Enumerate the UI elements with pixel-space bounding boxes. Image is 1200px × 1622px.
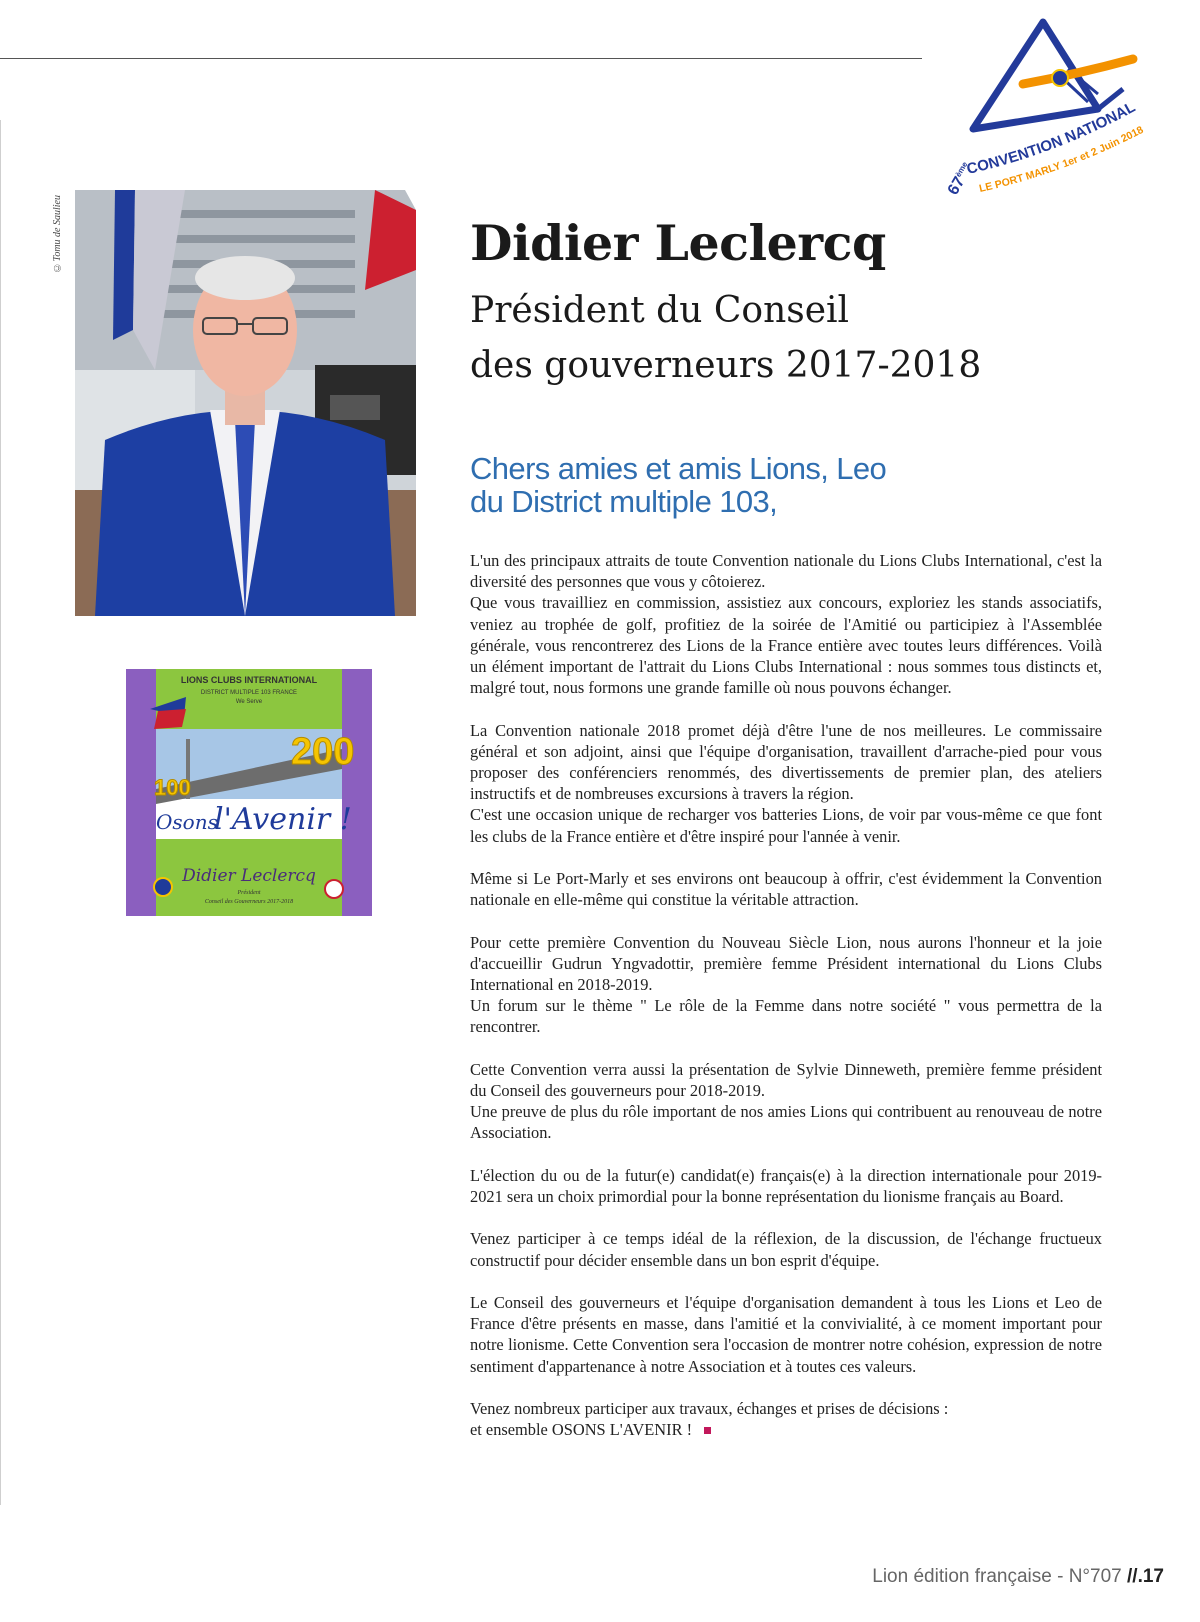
- paragraph-5b: Une preuve de plus du rôle important de nos amies Lions qui contribuent au renouveau de notre Association.: [470, 1102, 1102, 1143]
- greeting-line-2: du District multiple 103,: [470, 484, 778, 519]
- poster-badge-100: 100: [154, 775, 191, 800]
- president-role: [470, 283, 981, 393]
- logo-edition-number: 67ème: [948, 160, 970, 198]
- poster-slogan-2: l'Avenir !: [214, 802, 352, 837]
- paragraph-3: Même si Le Port-Marly et ses environs ont beaucoup à offrir, c'est évidemment la Convention nationale en elle-même qui constitue la véritable attraction.: [470, 869, 1102, 910]
- paragraph-4a: Pour cette première Convention du Nouveau Siècle Lion, nous aurons l'honneur et la joie d'accueillir Gudrun Yngvadottir, première femme Président international du Lions Clubs International en 2018-2019.: [470, 932, 1102, 995]
- paragraph-5: [470, 1059, 1102, 1144]
- role-line-1: Président du Conseil: [470, 290, 850, 331]
- poster-role-2: Conseil des Gouverneurs 2017-2018: [204, 899, 294, 905]
- paragraph-7: Venez participer à ce temps idéal de la réflexion, de la discussion, de l'échange fructueux constructif pour décider ensemble dans un bon esprit d'équipe.: [470, 1229, 1102, 1270]
- left-margin-rule: [0, 120, 1, 1505]
- paragraph-4b: Un forum sur le thème " Le rôle de la Femme dans notre société " vous permettra de la rencontrer.: [470, 996, 1102, 1037]
- logo-location-date: LE PORT MARLY 1er et 2 Juin 2018: [978, 123, 1146, 195]
- page-number: .17: [1137, 1566, 1164, 1587]
- role-line-2: des gouverneurs 2017-2018: [470, 345, 982, 386]
- paragraph-1b: Que vous travailliez en commission, assistiez aux concours, exploriez les stands associatifs, veniez au trophée de golf, profitiez de la soirée de l'Amitié ou participiez à l'Assemblée générale, vous rencontrerez des Lions de la France entière avec toutes leurs différences. Voilà un élément important de l'attrait du Lions Clubs International : nous sommes tous distincts et, malgré tout, nous formons une grande famille où nous pouvons échanger.: [470, 593, 1102, 698]
- photo-credit: ©Tomu de Saulieu: [52, 195, 63, 273]
- paragraph-9a: Venez nombreux participer aux travaux, échanges et prises de décisions :: [470, 1399, 949, 1418]
- paragraph-2b: C'est une occasion unique de recharger vos batteries Lions, de voir par vous-même ce que font les clubs de la France entière et d'être inspiré pour l'année à venir.: [470, 805, 1102, 846]
- greeting-heading: [470, 452, 886, 518]
- paragraph-6: L'élection du ou de la futur(e) candidat(e) français(e) à la direction internationale pour 2019-2021 sera un choix primordial pour la bonne représentation du lionisme français au Board.: [470, 1165, 1102, 1207]
- poster-header-3: We Serve: [235, 699, 263, 705]
- top-rule: [0, 58, 922, 59]
- paragraph-1: [470, 550, 1102, 698]
- article-body: [470, 550, 1102, 1462]
- poster-badge-200: 200: [291, 731, 355, 773]
- paragraph-4: [470, 932, 1102, 1038]
- poster-role-1: Président: [237, 890, 261, 896]
- paragraph-2: [470, 720, 1102, 847]
- paragraph-9: [470, 1398, 1102, 1440]
- paragraph-8: Le Conseil des gouverneurs et l'équipe d'organisation demandent à tous les Lions et Leo de France d'être présents en masse, dans l'amitié et la convivialité, à ce moment important pour notre lionisme. Cette Convention sera l'occasion de montrer notre cohésion, expression de notre sentiment d'appartenance à notre Association et à toutes ces valeurs.: [470, 1293, 1102, 1376]
- svg-text:CONVENTION NATIONALE: [948, 14, 1138, 178]
- paragraph-1a: L'un des principaux attraits de toute Convention nationale du Lions Clubs International, c'est la diversité des personnes que vous y côtoierez.: [470, 551, 1102, 592]
- paragraph-9b: et ensemble OSONS L'AVENIR !: [470, 1420, 693, 1440]
- end-mark: [704, 1427, 711, 1434]
- page-footer: [872, 1566, 1164, 1588]
- poster-name: Didier Leclercq: [182, 866, 316, 886]
- footer-separator: //: [1127, 1566, 1138, 1587]
- publication-name: Lion édition française - N°707: [872, 1566, 1122, 1587]
- poster-header-1: LIONS CLUBS INTERNATIONAL: [180, 675, 318, 685]
- greeting-line-1: Chers amies et amis Lions, Leo: [470, 451, 887, 486]
- president-name: Didier Leclercq: [470, 214, 886, 272]
- portrait-photo: [75, 190, 416, 616]
- paragraph-5a: Cette Convention verra aussi la présentation de Sylvie Dinneweth, première femme président du Conseil des gouverneurs pour 2018-2019.: [470, 1059, 1102, 1101]
- logo-convention-title: CONVENTION NATIONAL: [965, 98, 1139, 178]
- paragraph-2a: La Convention nationale 2018 promet déjà d'être l'une de nos meilleures. Le commissaire général et son adjoint, ainsi que l'équipe d'organisation, travaillent d'arrache-pied pour vous proposer des conférenciers renommés, des divertissements de premier plan, des ateliers instructifs et de nombreuses excursions à travers la région.: [470, 720, 1102, 804]
- convention-poster: [126, 669, 372, 916]
- poster-slogan-1: Osons: [156, 810, 218, 834]
- poster-header-2: DISTRICT MULTIPLE 103 FRANCE: [200, 690, 298, 696]
- convention-logo: [948, 14, 1148, 204]
